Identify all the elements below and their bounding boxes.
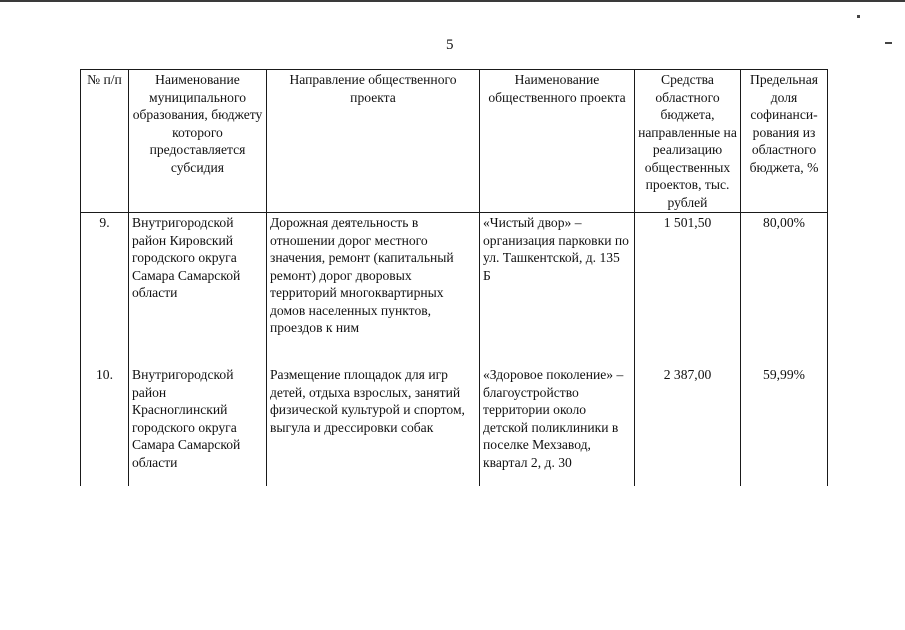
row-project-direction: Размещение площадок для игр детей, отдыха взрослых, занятий физической культурой и спортом, выгула и дрессировки собак: [267, 360, 480, 486]
row-budget-funds: 1 501,50: [635, 213, 741, 361]
header-number: № п/п: [81, 70, 129, 213]
row-municipality: Внутригородской район Красноглинский городского округа Самара Самарской области: [129, 360, 267, 486]
row-project-name: «Здоровое поколение» – благоустройство территории около детской поликлиники в поселке Мехзавод, квартал 2, д. 30: [480, 360, 635, 486]
row-cofinancing-share: 59,99%: [741, 360, 828, 486]
row-project-name: «Чистый двор» – организация парковки по ул. Ташкентской, д. 135 Б: [480, 213, 635, 361]
table-row: [81, 213, 828, 361]
row-number: 10.: [81, 360, 129, 486]
header-municipality: Наименование муниципального образования, бюджету которого предоставляется субсидия: [129, 70, 267, 213]
table-header-row: [81, 70, 828, 213]
header-project-name: Наименование общественного проекта: [480, 70, 635, 213]
row-number: 9.: [81, 213, 129, 361]
scan-artifact: [857, 15, 860, 18]
header-budget-funds: Средства областного бюджета, направленные на реализацию общественных проектов, тыс. рублей: [635, 70, 741, 213]
row-municipality: Внутригородской район Кировский городского округа Самара Самарской области: [129, 213, 267, 361]
scan-artifact: [885, 42, 892, 44]
row-project-direction: Дорожная деятельность в отношении дорог местного значения, ремонт (капитальный ремонт) дорог дворовых территорий многоквартирных домов населенных пунктов, проездов к ним: [267, 213, 480, 361]
row-cofinancing-share: 80,00%: [741, 213, 828, 361]
table-row: [81, 360, 828, 486]
page-number: 5: [446, 37, 454, 53]
subsidy-table: [80, 69, 828, 486]
header-cofinancing-share: Предельная доля софинанси-рования из областного бюджета, %: [741, 70, 828, 213]
page-top-edge: [0, 0, 905, 2]
header-project-direction: Направление общественного проекта: [267, 70, 480, 213]
row-budget-funds: 2 387,00: [635, 360, 741, 486]
